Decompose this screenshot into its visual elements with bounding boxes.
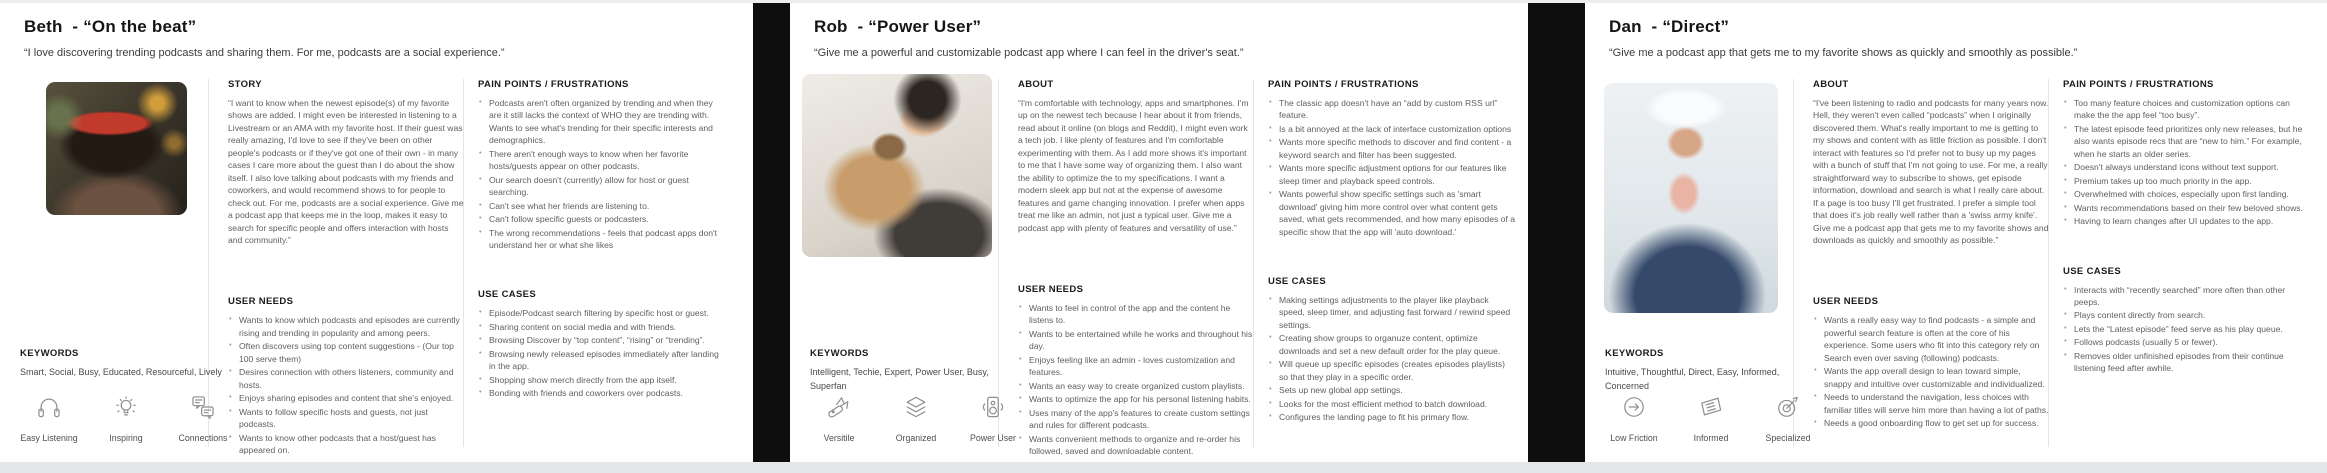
pain-points-heading: PAIN POINTS / FRUSTRATIONS bbox=[478, 79, 629, 90]
speaker-icon bbox=[979, 393, 1007, 426]
keywords-heading: KEYWORDS bbox=[810, 348, 869, 359]
bullet-item: • Is a bit annoyed at the lack of interface customization options bbox=[1268, 123, 1516, 135]
bullet-item: • Bonding with friends and coworkers over podcasts. bbox=[478, 387, 726, 399]
bullet-item: • Sets up new global app settings. bbox=[1268, 384, 1516, 396]
pain-points-section bbox=[478, 79, 726, 251]
trait-item bbox=[1674, 393, 1748, 443]
bullet-item: • Our search doesn't (currently) allow for host or guest searching. bbox=[478, 174, 726, 199]
bullet-item: • Often discovers using top content suggestions - (Our top 100 serve them) bbox=[228, 340, 464, 365]
bullet-item: • The wrong recommendations - feels that podcast apps don't understand her or what she likes bbox=[478, 227, 726, 252]
low-friction-icon bbox=[1620, 393, 1648, 426]
trait-item bbox=[956, 393, 1030, 443]
story-section bbox=[1018, 79, 1254, 234]
left-text-column bbox=[1813, 79, 2049, 431]
trait-label: Inspiring bbox=[109, 433, 143, 443]
bullet-item: • Making settings adjustments to the player like playback speed, sleep timer, and adjusting fast forward / rewind speed settings. bbox=[1268, 294, 1516, 331]
traits-row bbox=[802, 393, 1030, 443]
use-cases-list bbox=[2063, 284, 2311, 375]
bullet-item: • Episode/Podcast search filtering by specific host or guest. bbox=[478, 307, 726, 319]
swiss-army-knife-icon bbox=[825, 393, 853, 426]
bullet-item: • Needs to understand the navigation, less choices with familiar titles will serve him more than having a lot of paths. bbox=[1813, 391, 2049, 416]
user-needs-list bbox=[1813, 314, 2049, 429]
persona-title: Rob - “Power User” bbox=[814, 17, 982, 36]
bullet-item: • Overwhelmed with choices, especially upon first landing. bbox=[2063, 188, 2311, 200]
keywords-text: Intuitive, Thoughtful, Direct, Easy, Informed, Concerned bbox=[1605, 367, 1780, 391]
use-cases-section bbox=[2063, 266, 2311, 375]
bullet-item: • Having to learn changes after UI updates to the app. bbox=[2063, 215, 2311, 227]
bullet-item: • Shopping show merch directly from the app itself. bbox=[478, 374, 726, 386]
persona-card bbox=[0, 3, 753, 462]
bullet-item: • Wants the app overall design to lean toward simple, snappy and intuitive over customizable and individualized. bbox=[1813, 365, 2049, 390]
keywords-text: Intelligent, Techie, Expert, Power User, Busy, Superfan bbox=[810, 367, 989, 391]
pain-points-heading: PAIN POINTS / FRUSTRATIONS bbox=[1268, 79, 1419, 90]
bullet-item: • Will queue up specific episodes (creates episodes playlists) so that they play in a specific order. bbox=[1268, 358, 1516, 383]
keywords-heading: KEYWORDS bbox=[1605, 348, 1664, 359]
bullet-item: • Wants more specific methods to discover and find content - a keyword search and filter has been suggested. bbox=[1268, 136, 1516, 161]
persona-card bbox=[1585, 3, 2327, 462]
trait-label: Power User bbox=[970, 433, 1016, 443]
persona-title: Dan - “Direct” bbox=[1609, 17, 1730, 36]
bullet-item: • Uses many of the app's features to create custom settings and rules for different podcasts. bbox=[1018, 407, 1254, 432]
bullet-item: • Browsing Discover by “top content”, “rising” or “trending”. bbox=[478, 334, 726, 346]
right-text-column bbox=[1268, 79, 1516, 425]
use-cases-heading: USE CASES bbox=[2063, 265, 2122, 277]
bullet-item: • Lets the “Latest episode” feed serve as his play queue. bbox=[2063, 323, 2311, 335]
bullet-item: • Wants to know which podcasts and episodes are currently rising and trending in popularity and among peers. bbox=[228, 314, 464, 339]
user-needs-section bbox=[228, 296, 464, 456]
bullet-item: • Wants to be entertained while he works and throughout his day. bbox=[1018, 328, 1254, 353]
user-needs-heading: USER NEEDS bbox=[1018, 283, 1084, 295]
trait-item bbox=[879, 393, 953, 443]
pain-points-section bbox=[2063, 79, 2311, 228]
bullet-item: • Desires connection with others listeners, community and hosts. bbox=[228, 366, 464, 391]
user-needs-section bbox=[1018, 284, 1254, 457]
traits-row bbox=[12, 393, 240, 443]
bullet-item: • Wants more specific adjustment options for our features like sleep timer and playback speed controls. bbox=[1268, 162, 1516, 187]
bullet-item: • Browsing newly released episodes immediately after landing in the app. bbox=[478, 348, 726, 373]
bullet-item: • Looks for the most efficient method to batch download. bbox=[1268, 398, 1516, 410]
story-heading: ABOUT bbox=[1813, 79, 1849, 90]
pain-points-list bbox=[478, 97, 726, 251]
user-needs-list bbox=[1018, 302, 1254, 457]
bullet-item: • Doesn't always understand icons without text support. bbox=[2063, 161, 2311, 173]
right-text-column bbox=[2063, 79, 2311, 376]
use-cases-section bbox=[1268, 276, 1516, 424]
trait-label: Low Friction bbox=[1610, 433, 1658, 443]
bullet-item: • Needs a good onboarding flow to get set up for success. bbox=[1813, 417, 2049, 429]
user-needs-section bbox=[1813, 296, 2049, 429]
story-section bbox=[228, 79, 464, 246]
bullet-item: • Wants an easy way to create organized custom playlists. bbox=[1018, 380, 1254, 392]
bullet-item: • Configures the landing page to fit his primary flow. bbox=[1268, 411, 1516, 423]
bullet-item: • Wants to know other podcasts that a host/guest has appeared on. bbox=[228, 432, 464, 457]
traits-row bbox=[1597, 393, 1825, 443]
use-cases-list bbox=[1268, 294, 1516, 424]
top-divider bbox=[0, 0, 2327, 3]
bullet-item: • Enjoys sharing episodes and content that she's enjoyed. bbox=[228, 392, 464, 404]
bottom-bar bbox=[0, 462, 2327, 473]
column-divider bbox=[208, 79, 209, 447]
keywords-section bbox=[810, 348, 1015, 393]
use-cases-heading: USE CASES bbox=[478, 289, 537, 301]
bullet-item: • Creating show groups to organuze content, optimize downloads and set a new default order for the play queue. bbox=[1268, 332, 1516, 357]
bullet-item: • The latest episode feed prioritizes only new releases, but he also wants episode recs that are “new to him.” For example, when he starts an older series. bbox=[2063, 123, 2311, 160]
user-needs-heading: USER NEEDS bbox=[228, 296, 294, 308]
bullet-item: • Too many feature choices and customization options can make the the app feel “too busy”. bbox=[2063, 97, 2311, 122]
trait-item bbox=[166, 393, 240, 443]
bullet-item: • Interacts with “recently searched” more often than other peeps. bbox=[2063, 284, 2311, 309]
persona-title: Beth - “On the beat” bbox=[24, 17, 197, 36]
trait-item bbox=[12, 393, 86, 443]
bullet-item: • Wants powerful show specific settings such as 'smart download' giving him more control over what content gets saved, what gets recommended, and how many episodes of a specific show that the app will 'auto download.' bbox=[1268, 188, 1516, 238]
keywords-text: Smart, Social, Busy, Educated, Resourceful, Lively bbox=[20, 367, 222, 377]
bullet-item: • Can't see what her friends are listening to. bbox=[478, 200, 726, 212]
trait-label: Connections bbox=[178, 433, 228, 443]
use-cases-section bbox=[478, 289, 726, 399]
persona-quote: “I love discovering trending podcasts and sharing them. For me, podcasts are a social experience.” bbox=[24, 47, 505, 59]
bullet-item: • There aren't enough ways to know when her favorite hosts/guests appear on other podcasts. bbox=[478, 148, 726, 173]
pain-points-heading: PAIN POINTS / FRUSTRATIONS bbox=[2063, 79, 2214, 90]
persona-quote: “Give me a powerful and customizable podcast app where I can feel in the driver's seat.” bbox=[814, 47, 1244, 59]
bullet-item: • Can't follow specific guests or podcasters. bbox=[478, 213, 726, 225]
trait-item bbox=[1597, 393, 1671, 443]
trait-item bbox=[89, 393, 163, 443]
pain-points-section bbox=[1268, 79, 1516, 238]
user-needs-list bbox=[228, 314, 464, 456]
bullet-item: • Premium takes up too much priority in the app. bbox=[2063, 175, 2311, 187]
story-text: “I've been listening to radio and podcasts for many years now. Hell, they weren't even called “podcasts” when I originally discovered them. What's really important to me is getting to my shows and content with as little friction as possible. I don't interact with features so I'd prefer not to busy up my pages with a bunch of stuff that I'm not going to use. For me, a really straightforward way to subscribe to shows, get episode information, download and search is what I really care about. If a page is too busy I'll get frustrated. I prefer a simple tool that does it's job really well rather than a 'swiss army knife'. Give me a podcast app that gets me to my favorite shows and downloads as quickly and smoothly as possible.” bbox=[1813, 98, 2049, 245]
bullet-item: • Wants to follow specific hosts and guests, not just podcasts. bbox=[228, 406, 464, 431]
right-text-column bbox=[478, 79, 726, 401]
persona-quote: “Give me a podcast app that gets me to my favorite shows as quickly and smoothly as possible.” bbox=[1609, 47, 2078, 59]
persona-photo bbox=[802, 74, 992, 257]
chat-connections-icon bbox=[189, 393, 217, 426]
left-text-column bbox=[1018, 79, 1254, 458]
use-cases-list bbox=[478, 307, 726, 399]
bullet-item: • Plays content directly from search. bbox=[2063, 309, 2311, 321]
trait-label: Specialized bbox=[1765, 433, 1811, 443]
pain-points-list bbox=[1268, 97, 1516, 238]
bullet-item: • The classic app doesn't have an “add by custom RSS url” feature. bbox=[1268, 97, 1516, 122]
pain-points-list bbox=[2063, 97, 2311, 228]
newspaper-icon bbox=[1697, 393, 1725, 426]
bullet-item: • Wants convenient methods to organize and re-order his followed, saved and downloadable content. bbox=[1018, 433, 1254, 458]
story-heading: ABOUT bbox=[1018, 79, 1054, 90]
bullet-item: • Wants a really easy way to find podcasts - a simple and powerful search feature is often at the core of his experience. Some users who fit into this category rely on Search even over saving (following) podcasts. bbox=[1813, 314, 2049, 364]
bullet-item: • Follows podcasts (usually 5 or fewer). bbox=[2063, 336, 2311, 348]
story-text: “I'm comfortable with technology, apps and smartphones. I'm up on the newest tech because I hear about it from friends, read about it online (on blogs and Reddit), I might even work a tech job. I like plenty of features and I'm comfortable experimenting with them. As I add more shows it's important to me that I have some way of organizing them. I also want the ability to optimize the to my specifications. I want a modern sleek app but not at the expense of awesome features and game changing innovation. I prefer when apps treat me like an admin, not just a typical user. Give me a podcast app with plenty of features and versatility of use.” bbox=[1018, 98, 1249, 233]
bullet-item: • Enjoys feeling like an admin - loves customization and features. bbox=[1018, 354, 1254, 379]
headphones-icon bbox=[35, 393, 63, 426]
story-section bbox=[1813, 79, 2049, 246]
persona-card bbox=[790, 3, 1528, 462]
bullet-item: • Removes older unfinished episodes from their continue listening feed after awhile. bbox=[2063, 350, 2311, 375]
keywords-section bbox=[20, 348, 225, 380]
trait-label: Easy Listening bbox=[20, 433, 78, 443]
trait-item bbox=[802, 393, 876, 443]
bullet-item: • Podcasts aren't often organized by trending and when they are it still lacks the context of WHO they are trending with. Wants to see what's trending for their specific interests and demographics. bbox=[478, 97, 726, 147]
persona-photo bbox=[1604, 83, 1778, 313]
bullet-item: • Sharing content on social media and with friends. bbox=[478, 321, 726, 333]
trait-label: Organized bbox=[895, 433, 937, 443]
left-text-column bbox=[228, 79, 464, 457]
layers-icon bbox=[902, 393, 930, 426]
lightbulb-icon bbox=[112, 393, 140, 426]
persona-photo bbox=[46, 82, 187, 215]
use-cases-heading: USE CASES bbox=[1268, 275, 1327, 287]
story-text: “I want to know when the newest episode(s) of my favorite shows are added. I might even be interested in listening to a Livestream or an AMA with my favorite host. If their guest was really amazing, I'd love to see if they've been on other people's podcasts or if they've got one of their own - in many cases I care more about the guest than I do about the show itself. I also love talking about podcasts with my friends and coworkers, and would recommend shows to for people to check out. For me, podcasts are a social experience. Give me a podcast app that keeps me in the loop, makes it easy to search for specific people and offers interaction with hosts and community.” bbox=[228, 98, 464, 245]
bullet-item: • Wants to optimize the app for his personal listening habits. bbox=[1018, 393, 1254, 405]
user-needs-heading: USER NEEDS bbox=[1813, 296, 1879, 308]
trait-label: Versitile bbox=[823, 433, 855, 443]
bullet-item: • Wants to feel in control of the app and the content he listens to. bbox=[1018, 302, 1254, 327]
bullet-item: • Wants recommendations based on their few beloved shows. bbox=[2063, 202, 2311, 214]
trait-item bbox=[1751, 393, 1825, 443]
keywords-section bbox=[1605, 348, 1810, 393]
keywords-heading: KEYWORDS bbox=[20, 348, 79, 359]
story-heading: STORY bbox=[228, 79, 262, 90]
trait-label: Informed bbox=[1693, 433, 1729, 443]
target-icon bbox=[1774, 393, 1802, 426]
